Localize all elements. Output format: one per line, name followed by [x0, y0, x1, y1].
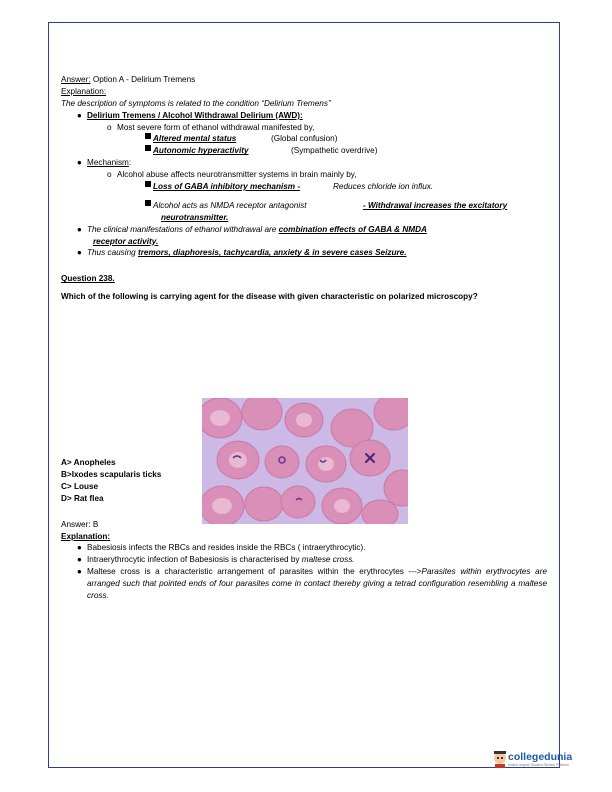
bullet-text: Intraerythrocytic infection of Babesiosis is characterised by	[87, 555, 302, 565]
collegedunia-logo	[492, 750, 572, 768]
bullet-emphasis: Parasites within erythrocytes are arranged such that pointed ends of four parasites come in contact thereby giving a tetrad configuration resembling a maltese cross.	[87, 567, 547, 601]
sub-bullet	[61, 122, 553, 134]
circle-bullet-icon: o	[107, 170, 112, 180]
bullet-text: Maltese cross is a characteristic arrangement of parasites within the erythrocytes --->	[87, 567, 422, 577]
student-mascot-icon	[492, 750, 508, 768]
square-bullet-icon	[145, 181, 151, 187]
option-d: D> Rat flea	[61, 493, 104, 503]
bullet-dot-icon: ●	[77, 158, 82, 168]
sub-text: Most severe form of ethanol withdrawal manifested by,	[117, 122, 315, 132]
square-bullet-icon	[145, 200, 151, 206]
option-c: C> Louse	[61, 481, 99, 491]
answer-value: Option A - Delirium Tremens	[90, 75, 196, 84]
question-number: Question 238.	[61, 274, 115, 284]
bullet-text: Thus causing	[87, 248, 138, 258]
option-a: A> Anopheles	[61, 458, 116, 468]
bullet-emphasis: maltese cross.	[301, 555, 355, 565]
bullet-title: Delirium Tremens / Alcohol Withdrawal Delirium (AWD):	[87, 110, 303, 120]
square-bullet-icon	[145, 145, 151, 151]
bullet-dot-icon: ●	[77, 567, 82, 577]
list-item	[145, 181, 553, 193]
answer2-label: Answer: B	[61, 519, 99, 529]
bullet-maltese	[61, 566, 553, 602]
bullet-continuation: receptor activity.	[93, 236, 159, 246]
square-bullet-icon	[145, 133, 151, 139]
answer-line	[61, 74, 553, 86]
bullet-text: The clinical manifestations of ethanol withdrawal are	[87, 224, 279, 234]
bullet-mechanism: ● Mechanism :	[77, 158, 132, 168]
option-b: B>Ixodes scapularis ticks	[61, 470, 162, 480]
item-continuation: neurotransmitter.	[161, 212, 229, 222]
item-desc: (Global confusion)	[271, 134, 338, 144]
list-item	[145, 145, 553, 157]
circle-bullet-icon: o	[107, 122, 112, 132]
bullet-dot-icon: ●	[77, 248, 82, 258]
item-label: Loss of GABA inhibitory mechanism -	[153, 182, 301, 192]
brand-tagline: India's largest Student Review Platform	[508, 763, 569, 767]
bullet-title: Mechanism	[87, 158, 129, 168]
question-text: Which of the following is carrying agent for the disease with given characteristic on polarized microscopy?	[61, 292, 478, 302]
bullet-text: Babesiosis infects the RBCs and resides inside the RBCs ( intraerythrocytic).	[87, 543, 366, 553]
bullet-causing	[61, 247, 553, 259]
bullet-babesiosis	[61, 542, 553, 554]
bullet-dot-icon: ●	[77, 543, 82, 553]
brand-name: collegedunia	[508, 751, 573, 763]
item-label: Autonomic hyperactivity	[153, 146, 249, 156]
item-desc: - Withdrawal increases the excitatory	[363, 200, 508, 210]
sub-bullet	[61, 169, 553, 181]
item-label: Altered mental status	[153, 134, 237, 144]
intro-text: The description of symptoms is related to the condition “Delirium Tremens”	[61, 98, 331, 108]
answer-label: Answer:	[61, 75, 91, 84]
bullet-dot-icon: ●	[77, 555, 82, 565]
list-item	[145, 133, 553, 145]
item-label: Alcohol acts as NMDA receptor antagonist	[153, 200, 307, 210]
explanation2-heading: Explanation:	[61, 531, 111, 541]
item-desc: Reduces chloride ion influx.	[333, 182, 434, 192]
blood-smear-illustration	[202, 398, 408, 524]
bullet-clinical	[61, 224, 553, 236]
explanation-heading: Explanation:	[61, 86, 107, 96]
bullet-delirium	[61, 110, 553, 122]
list-item	[145, 200, 553, 212]
item-desc: (Sympathetic overdrive)	[291, 146, 378, 156]
bullet-emphasis: tremors, diaphoresis, tachycardia, anxiety & in severe cases Seizure.	[137, 248, 407, 258]
bullet-dot-icon: ●	[77, 224, 82, 234]
bullet-intra	[61, 554, 553, 566]
blood-smear-image	[202, 398, 408, 524]
bullet-emphasis: combination effects of GABA & NMDA	[278, 224, 427, 234]
bullet-dot-icon: ●	[77, 110, 82, 120]
sub-text: Alcohol abuse affects neurotransmitter systems in brain mainly by,	[117, 170, 357, 180]
